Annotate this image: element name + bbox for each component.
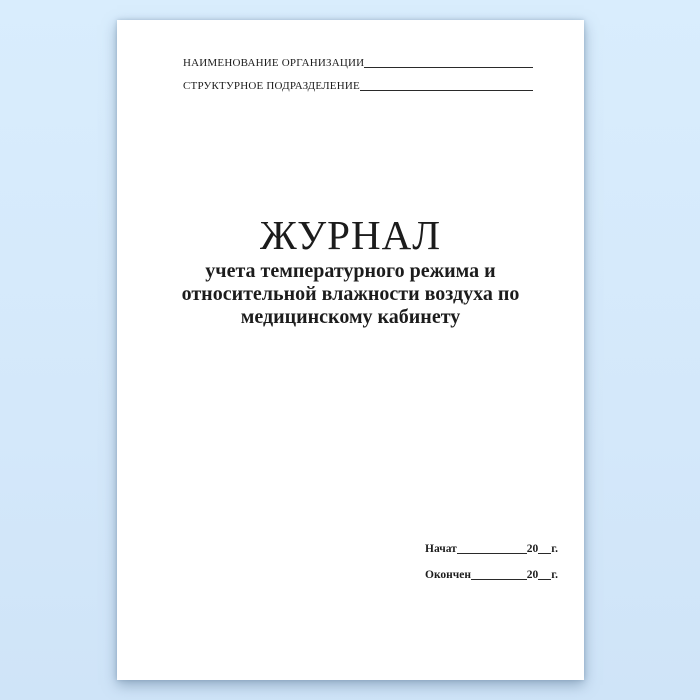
title-block <box>117 212 584 329</box>
department-label: СТРУКТУРНОЕ ПОДРАЗДЕЛЕНИЕ <box>183 80 360 92</box>
started-year-suffix: г. <box>551 543 558 555</box>
finished-year-suffix: г. <box>551 569 558 581</box>
document-sheet <box>117 20 584 680</box>
started-blank-line <box>457 552 527 554</box>
journal-subtitle-line: учета температурного режима и <box>205 260 496 282</box>
started-date-field <box>425 530 558 556</box>
journal-subtitle-line: относительной влажности воздуха по <box>181 283 520 305</box>
department-blank-line <box>360 89 533 91</box>
started-label: Начат <box>425 543 457 555</box>
finished-date-field <box>425 556 558 582</box>
journal-title: ЖУРНАЛ <box>259 212 441 258</box>
journal-subtitle <box>166 260 536 329</box>
organization-header <box>183 47 533 93</box>
finished-year-blank-line <box>538 578 551 580</box>
finished-label: Окончен <box>425 569 472 581</box>
date-fields <box>425 530 558 582</box>
started-year-prefix: 20 <box>526 543 539 555</box>
organization-name-blank-line <box>364 66 533 68</box>
started-year-blank-line <box>538 552 551 554</box>
finished-blank-line <box>471 578 527 580</box>
organization-name-field <box>183 47 533 70</box>
finished-year-prefix: 20 <box>526 569 539 581</box>
department-field <box>183 70 533 93</box>
journal-subtitle-line: медицинскому кабинету <box>240 306 461 328</box>
organization-name-label: НАИМЕНОВАНИЕ ОРГАНИЗАЦИИ <box>183 57 365 69</box>
